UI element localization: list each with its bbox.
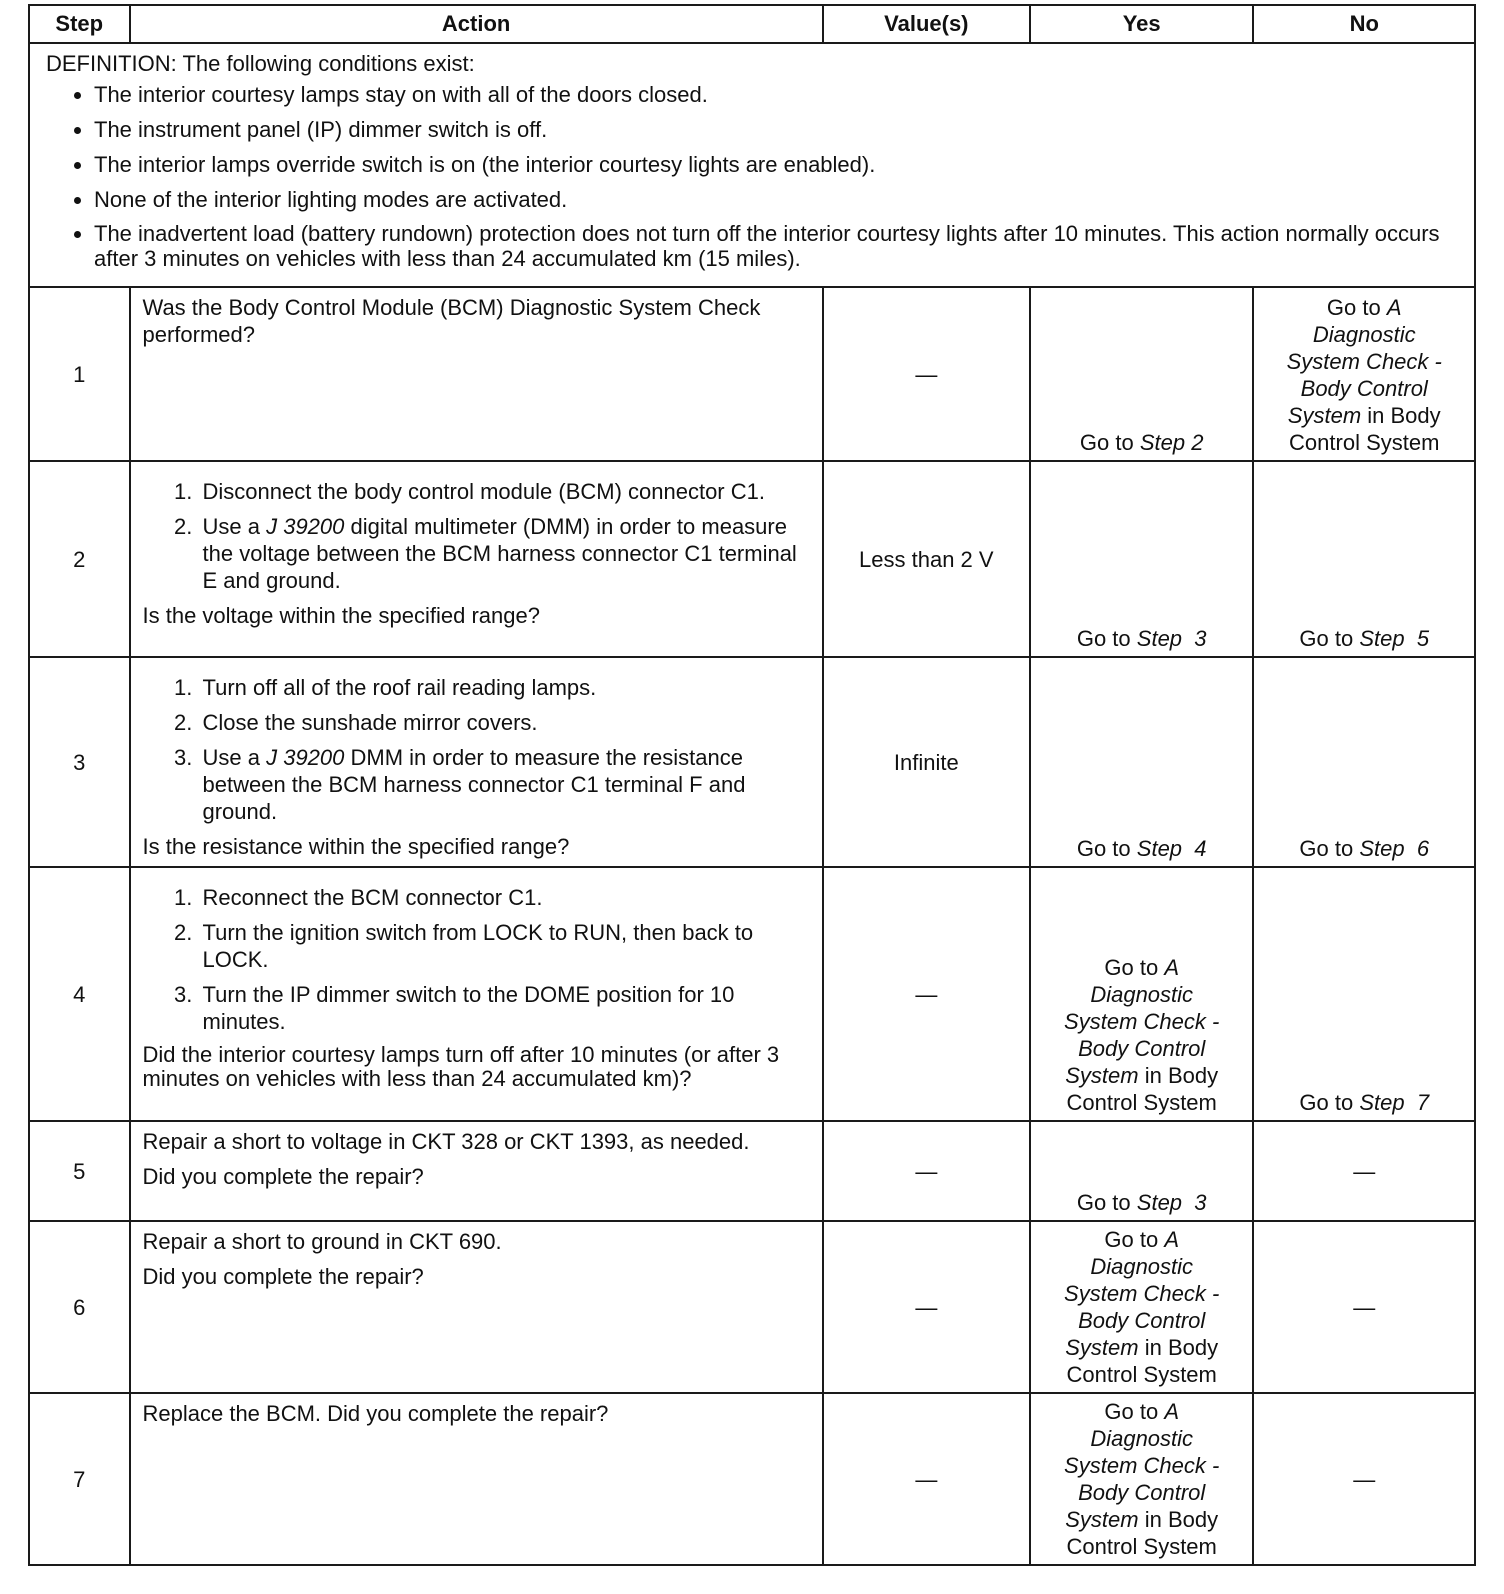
action-question: Did you complete the repair? (142, 1164, 424, 1189)
definition-cell (29, 43, 1475, 287)
definition-list (46, 81, 1458, 271)
header-values: Value(s) (823, 5, 1030, 43)
action-question: Did you complete the repair? (142, 1264, 424, 1289)
definition-bullet: • The instrument panel (IP) dimmer switch is off. (94, 116, 1458, 143)
no-cell: — (1253, 1121, 1475, 1221)
action-question: Did the interior courtesy lamps turn off after 10 minutes (or after 3 minutes on vehicles with less than 24 accumulated km)? (142, 1042, 780, 1091)
no-cell: — (1253, 1221, 1475, 1393)
header-row (29, 5, 1475, 43)
action-substep: 1. Reconnect the BCM connector C1. (199, 884, 810, 911)
action-cell (130, 1393, 823, 1565)
action-substeps (143, 884, 810, 1035)
table-row (29, 867, 1475, 1121)
yes-cell: Go to Step 2 (1030, 287, 1254, 461)
definition-bullet: • The interior lamps override switch is on (the interior courtesy lights are enabled). (94, 151, 1458, 178)
definition-bullet: • The inadvertent load (battery rundown) protection does not turn off the interior courtesy lights after 10 minutes. This action normally occurs after 3 minutes on vehicles with less than 24 accumulated km (15 miles). (94, 221, 1458, 271)
action-cell (130, 1221, 823, 1393)
step-number: 1 (29, 287, 130, 461)
action-question: Is the voltage within the specified range? (142, 603, 540, 628)
header-step: Step (29, 5, 130, 43)
no-cell: Go to A Diagnostic System Check - Body Control System in Body Control System (1253, 287, 1475, 461)
action-substep: 2. Turn the ignition switch from LOCK to RUN, then back to LOCK. (199, 919, 810, 973)
no-cell: Go to Step 7 (1253, 867, 1475, 1121)
action-text: Repair a short to ground in CKT 690. (142, 1229, 502, 1254)
action-text: Replace the BCM. Did you complete the repair? (142, 1401, 609, 1426)
action-cell (130, 461, 823, 657)
action-cell (130, 657, 823, 867)
table-row (29, 1393, 1475, 1565)
step-number: 3 (29, 657, 130, 867)
action-substep: 2. Use a J 39200 digital multimeter (DMM) in order to measure the voltage between the BCM harness connector C1 terminal E and ground. (199, 513, 810, 594)
no-cell: Go to Step 5 (1253, 461, 1475, 657)
definition-row (29, 43, 1475, 287)
value-cell: — (823, 287, 1030, 461)
value-cell: — (823, 1221, 1030, 1393)
table-row (29, 1221, 1475, 1393)
header-yes: Yes (1030, 5, 1254, 43)
step-number: 4 (29, 867, 130, 1121)
yes-cell: Go to Step 4 (1030, 657, 1254, 867)
action-cell (130, 1121, 823, 1221)
value-cell: Less than 2 V (823, 461, 1030, 657)
yes-cell: Go to A Diagnostic System Check - Body Control System in Body Control System (1030, 1393, 1254, 1565)
definition-bullet: • None of the interior lighting modes are activated. (94, 186, 1458, 213)
value-cell: — (823, 1393, 1030, 1565)
table-row (29, 1121, 1475, 1221)
no-cell: — (1253, 1393, 1475, 1565)
action-text: Repair a short to voltage in CKT 328 or CKT 1393, as needed. (142, 1129, 750, 1154)
action-substeps (143, 674, 810, 825)
yes-cell: Go to Step 3 (1030, 461, 1254, 657)
step-number: 6 (29, 1221, 130, 1393)
yes-cell: Go to A Diagnostic System Check - Body Control System in Body Control System (1030, 1221, 1254, 1393)
action-substeps (143, 478, 810, 594)
header-no: No (1253, 5, 1475, 43)
action-question: Was the Body Control Module (BCM) Diagnostic System Check performed? (142, 295, 761, 347)
action-substep: 1. Turn off all of the roof rail reading lamps. (199, 674, 810, 701)
definition-intro: DEFINITION: The following conditions exist: (46, 51, 475, 76)
step-number: 2 (29, 461, 130, 657)
action-substep: 3. Turn the IP dimmer switch to the DOME position for 10 minutes. (199, 981, 810, 1035)
action-substep: 2. Close the sunshade mirror covers. (199, 709, 810, 736)
value-cell: — (823, 1121, 1030, 1221)
diagnostic-table (28, 4, 1476, 1566)
action-cell (130, 867, 823, 1121)
action-question: Is the resistance within the specified range? (142, 834, 570, 859)
no-cell: Go to Step 6 (1253, 657, 1475, 867)
value-cell: — (823, 867, 1030, 1121)
table-row (29, 287, 1475, 461)
action-substep: 1. Disconnect the body control module (BCM) connector C1. (199, 478, 810, 505)
yes-cell: Go to Step 3 (1030, 1121, 1254, 1221)
header-action: Action (130, 5, 823, 43)
yes-cell: Go to A Diagnostic System Check - Body Control System in Body Control System (1030, 867, 1254, 1121)
step-number: 7 (29, 1393, 130, 1565)
action-cell (130, 287, 823, 461)
step-number: 5 (29, 1121, 130, 1221)
action-substep: 3. Use a J 39200 DMM in order to measure the resistance between the BCM harness connector C1 terminal F and ground. (199, 744, 810, 825)
table-row (29, 657, 1475, 867)
definition-bullet: • The interior courtesy lamps stay on with all of the doors closed. (94, 81, 1458, 108)
value-cell: Infinite (823, 657, 1030, 867)
table-row (29, 461, 1475, 657)
